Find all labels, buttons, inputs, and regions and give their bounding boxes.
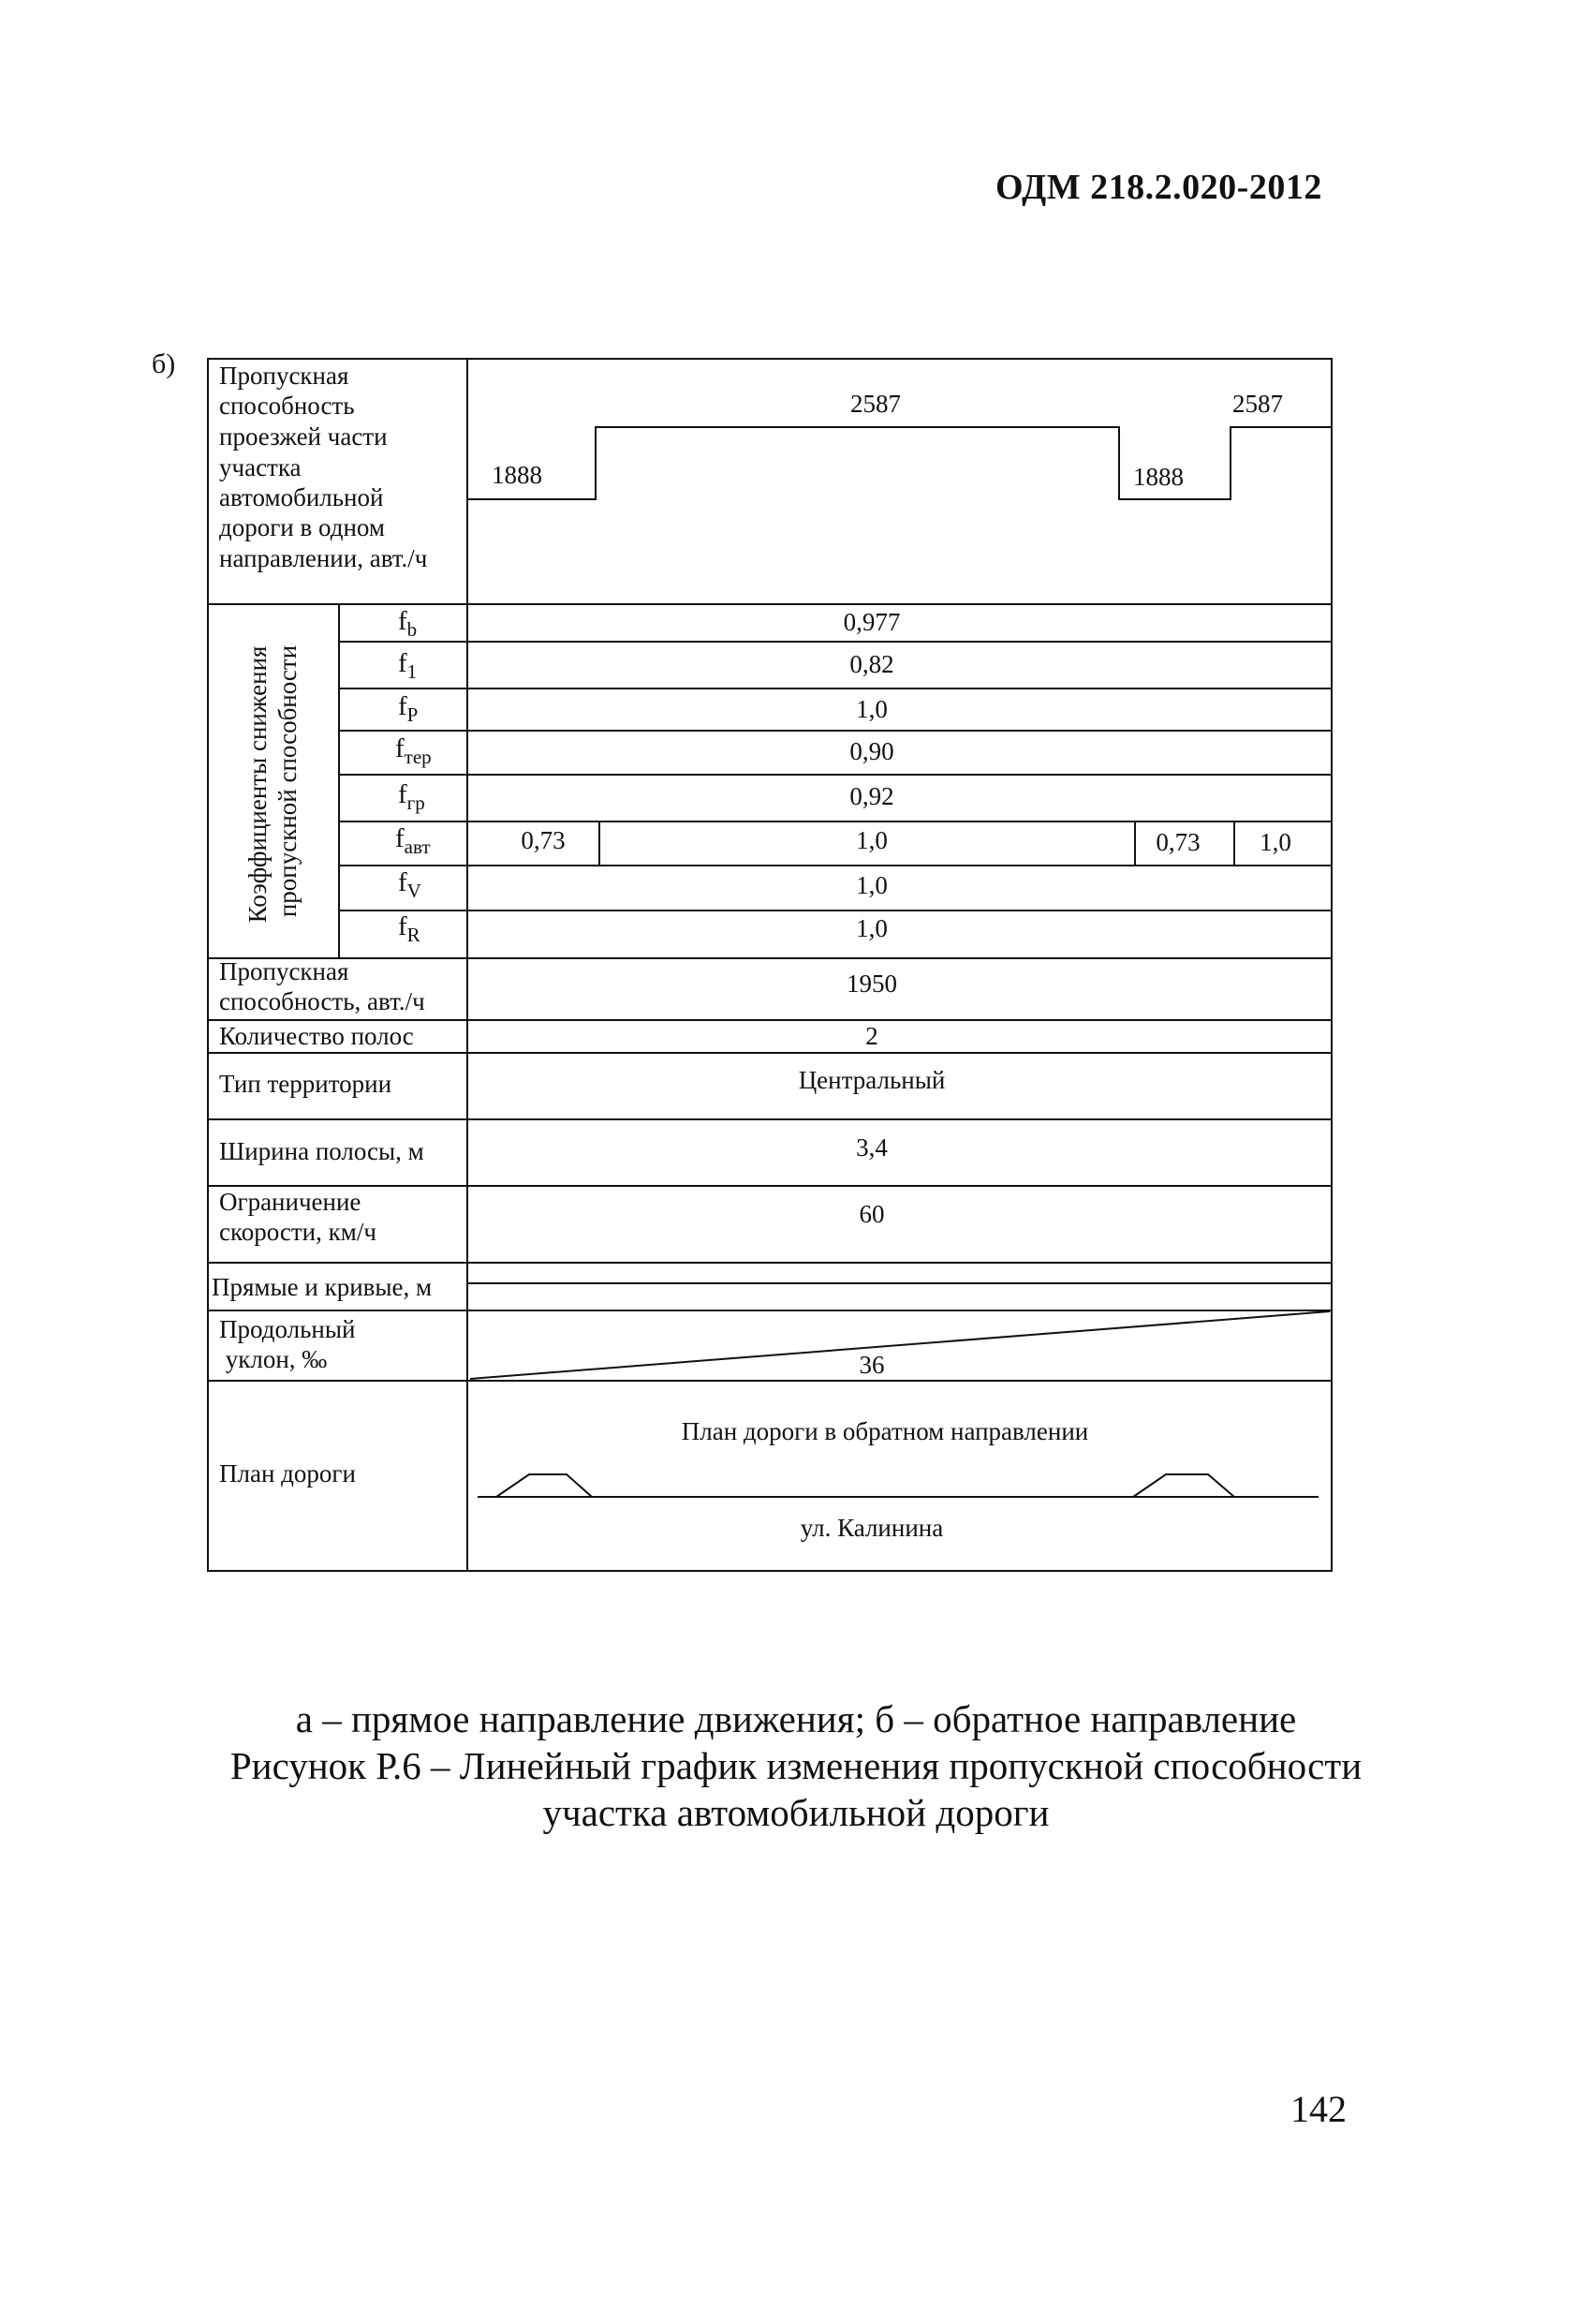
caption-line-3: участка автомобильной дороги — [542, 1791, 1050, 1834]
figure-sublabel: б) — [152, 348, 176, 379]
coef-symbol-fter: $f_{тер}$ — [395, 733, 432, 768]
row-label-gradient: Продольный уклон, ‰ — [219, 1315, 356, 1373]
document-code: ОДМ 218.2.020-2012 — [995, 168, 1322, 207]
coef-value-fr: 1,0 — [856, 914, 888, 942]
road-plan-label: План дороги — [219, 1459, 356, 1488]
row-value-territory: Центральный — [798, 1066, 946, 1094]
figure-caption — [0, 1695, 1592, 1836]
caption-line-1: а – прямое направление движения; б – обратное направление — [295, 1697, 1297, 1740]
page-number: 142 — [1290, 2088, 1347, 2130]
road-feature-right — [1133, 1474, 1234, 1497]
coef-value-fp: 1,0 — [856, 695, 888, 723]
capacity-row-label: Пропускная способность проезжей части участка автомобильной дороги в одном направлении, авт./ч — [219, 362, 428, 572]
coef-value-fv: 1,0 — [856, 871, 888, 899]
coef-symbol-f1: $f_1$ — [398, 648, 418, 683]
row-value-gradient: 36 — [859, 1351, 885, 1379]
coef-value-favt-4: 1,0 — [1260, 828, 1291, 856]
coefficients-group-label: Коэффициенты снижения пропускной способности — [243, 644, 302, 924]
coef-value-fter: 0,90 — [849, 737, 894, 765]
coef-value-f1: 0,82 — [849, 650, 894, 678]
coef-value-favt-3: 0,73 — [1156, 828, 1201, 856]
row-value-lanes: 2 — [865, 1022, 878, 1050]
coef-symbol-fgr: $f_{гр}$ — [398, 779, 425, 814]
coef-symbol-favt: $f_{авт}$ — [395, 823, 431, 858]
coef-value-favt-2: 1,0 — [856, 826, 888, 854]
row-label-lane-width: Ширина полосы, м — [219, 1137, 424, 1165]
capacity-step-line — [467, 427, 1332, 499]
coef-symbol-fp: $f_P$ — [398, 691, 419, 726]
row-label-lanes: Количество полос — [219, 1022, 414, 1050]
road-plan-title: План дороги в обратном направлении — [681, 1417, 1089, 1445]
row-value-lane-width: 3,4 — [856, 1133, 888, 1162]
capacity-value-4: 2587 — [1232, 390, 1283, 418]
row-label-territory: Тип территории — [219, 1070, 392, 1098]
row-label-straights-curves: Прямые и кривые, м — [212, 1273, 433, 1301]
road-feature-left — [496, 1474, 592, 1497]
row-value-speed-limit: 60 — [859, 1200, 885, 1228]
coef-value-fgr: 0,92 — [849, 782, 894, 810]
capacity-value-1: 1888 — [492, 461, 542, 489]
row-label-capacity: Пропускная способность, авт./ч — [219, 957, 425, 1015]
caption-line-2: Рисунок Р.6 – Линейный график изменения пропускной способности — [229, 1744, 1363, 1787]
coef-symbol-fr: $f_R$ — [398, 911, 420, 946]
row-value-capacity: 1950 — [847, 970, 897, 998]
row-label-speed-limit: Ограничение скорости, км/ч — [219, 1188, 376, 1246]
coef-symbol-fb: $f_b$ — [398, 606, 418, 641]
capacity-value-3: 1888 — [1133, 463, 1184, 491]
coef-value-fb: 0,977 — [843, 608, 901, 636]
coef-symbol-fv: $f_V$ — [398, 867, 421, 902]
coef-value-favt-1: 0,73 — [521, 826, 566, 854]
road-plan-street: ул. Калинина — [800, 1514, 944, 1542]
gradient-slope-line — [470, 1311, 1330, 1379]
capacity-value-2: 2587 — [850, 390, 901, 418]
